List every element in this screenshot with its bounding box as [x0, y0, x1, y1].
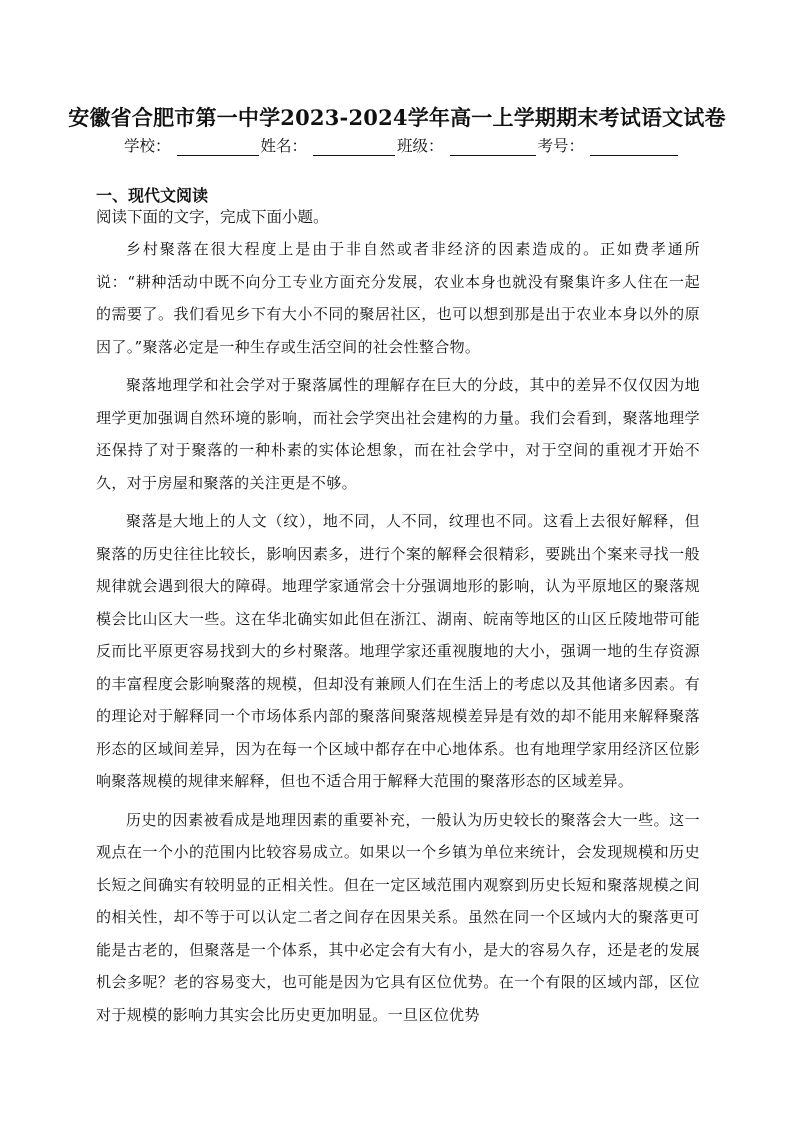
passage-paragraph-4: 历史的因素被看成是地理因素的重要补充，一般认为历史较长的聚落会大一些。这一观点在一个小的范围内比较容易成立。如果以一个乡镇为单位来统计，会发现规模和历史长短之间确实有较明显的正相关性。但在一定区域范围内观察到历史长短和聚落规模之间的相关性，却不等于可以认定二者之间存在因果关系。虽然在同一个区域内大的聚落更可能是古老的，但聚落是一个体系，其中必定会有大有小，是大的容易久存，还是老的发展机会多呢？老的容易变大，也可能是因为它具有区位优势。在一个有限的区域内部，区位对于规模的影响力其实会比历史更加明显。一旦区位优势 — [96, 810, 700, 1024]
name-blank[interactable] — [313, 140, 395, 156]
section-heading: 一、现代文阅读 — [96, 186, 209, 205]
student-info-row — [124, 134, 680, 156]
reading-instruction: 阅读下面的文字，完成下面小题。 — [96, 208, 329, 226]
name-label: 姓名： — [260, 137, 308, 155]
class-blank[interactable] — [450, 140, 536, 156]
exam-number-label: 考号： — [537, 137, 585, 155]
document-title: 安徽省合肥市第一中学2023-2024学年高一上学期期末考试语文试卷 — [68, 105, 726, 130]
reading-passage — [96, 233, 700, 1037]
passage-paragraph-3: 聚落是大地上的人文（纹），地不同，人不同，纹理也不同。这看上去很好解释，但聚落的历史往往比较长，影响因素多，进行个案的解释会很精彩，要跳出个案来寻找一般规律就会遇到很大的障碍。地理学家通常会十分强调地形的影响，认为平原地区的聚落规模会比山区大一些。这在华北确实如此但在浙江、湖南、皖南等地区的山区丘陵地带可能反而比平原更容易找到大的乡村聚落。地理学家还重视腹地的大小，强调一地的生存资源的丰富程度会影响聚落的规模，但却没有兼顾人们在生活上的考虑以及其他诸多因素。有的理论对于解释同一个市场体系内部的聚落间聚落规模差异是有效的却不能用来解释聚落形态的区域间差异，因为在每一个区域中都存在中心地体系。也有地理学家用经济区位影响聚落规模的规律来解释，但也不适合用于解释大范围的聚落形态的区域差异。 — [96, 512, 700, 790]
school-blank[interactable] — [177, 140, 259, 156]
passage-paragraph-1: 乡村聚落在很大程度上是由于非自然或者非经济的因素造成的。正如费孝通所说：“耕种活动中既不向分工专业方面充分发展，农业本身也就没有聚集许多人住在一起的需要了。我们看见乡下有大小不同的聚居社区，也可以想到那是出于农业本身以外的原因了。”聚落必定是一种生存或生活空间的社会性整合物。 — [96, 240, 700, 356]
school-label: 学校： — [124, 137, 171, 155]
exam-number-blank[interactable] — [590, 140, 678, 156]
class-label: 班级： — [397, 137, 444, 155]
passage-paragraph-2: 聚落地理学和社会学对于聚落属性的理解存在巨大的分歧，其中的差异不仅仅因为地理学更加强调自然环境的影响，而社会学突出社会建构的力量。我们会看到，聚落地理学还保持了对于聚落的一种朴素的实体论想象，而在社会学中，对于空间的重视才开始不久，对于房屋和聚落的关注更是不够。 — [96, 376, 700, 492]
